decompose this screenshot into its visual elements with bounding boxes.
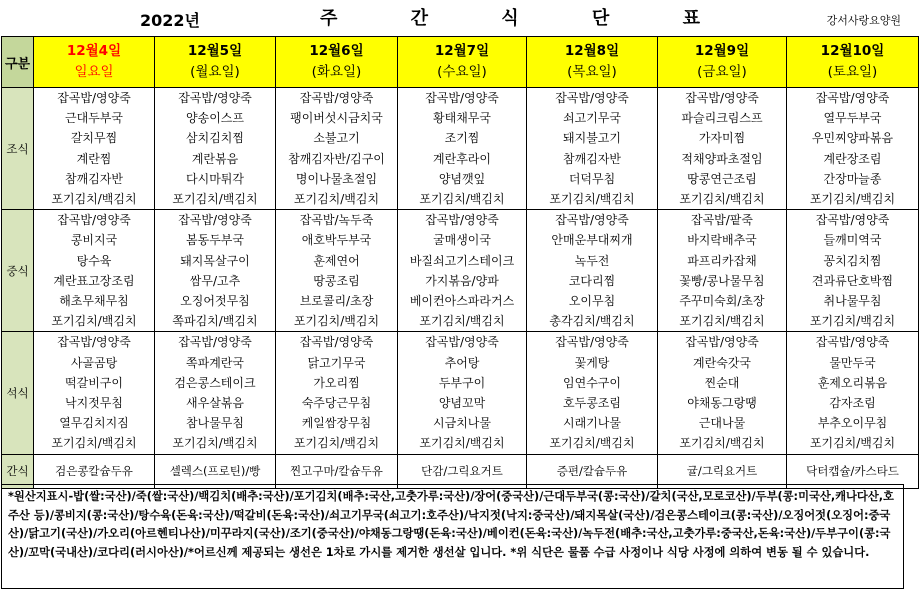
menu-item: 봄동두부국 <box>186 233 244 248</box>
menu-item: 애호박두부국 <box>301 233 372 248</box>
lunch-row <box>2 210 919 332</box>
menu-cell <box>398 88 527 210</box>
menu-item: 브로콜리/초장 <box>299 294 374 309</box>
menu-item: 열무두부국 <box>823 111 882 126</box>
menu-item: 파프리카잡채 <box>687 253 757 268</box>
menu-cell <box>658 210 787 332</box>
menu-item: 견과류단호박찜 <box>811 273 894 288</box>
menu-cell <box>787 210 919 332</box>
origin-notice: *원산지표시-밥(쌀:국산)/죽(쌀:국산)/백김치(배추:국산)/포기김치(배추:국산,고춧가루:국산)/장어(중국산)/근대두부국(콩:국산)/갈치(국산,모로코산)/두부(콩:미국산,캐나다산,호주산 등)/콩비지(콩:국산)/탕수육(돈육:국산)/떡갈비(돈육:국산)/쇠고기무국(쇠고기:호주산)/낙지젓(낙지:중국산)/돼지목살(국산)/검은콩스테이크(콩:국산)/오징어젓(오징어:중국산)/닭고기(국산)/가오리(아르헨티나산)/미꾸라지(국산)/조기(중국산)/야채동그랑땡(돈육:국산)/베이컨(돈육:국산)/녹두전(배추:국산,고춧가루:중국산,돈육:국산)/두부구이(콩:국산)/꼬막(국내산)/코다리(러시아산)/*어르신께 제공되는 생선은 1차로 가시를 제거한 생선살 입니다. *위 식단은 물품 수급 사정이나 식당 사정에 의하여 변동 될 수 있습니다. <box>1 484 904 589</box>
title-char: 단 <box>591 8 610 29</box>
menu-item: 포기김치/백김치 <box>293 314 380 329</box>
dinner-row <box>2 332 919 454</box>
menu-item: 잡곡밥/영양죽 <box>178 91 252 105</box>
menu-item: 두부구이 <box>438 375 486 390</box>
menu-item: 잡곡밥/영양죽 <box>425 335 499 350</box>
date-label: 12월10일 <box>820 43 885 59</box>
menu-item: 잡곡밥/영양죽 <box>555 213 629 228</box>
menu-item: 양념꼬막 <box>438 396 486 411</box>
menu-item: 오이무침 <box>568 294 616 309</box>
menu-item: 양송이스프 <box>186 111 244 126</box>
menu-cell <box>276 210 398 332</box>
menu-item: 계란장조림 <box>823 151 882 166</box>
menu-item: 근대나물 <box>698 416 746 431</box>
menu-item: 잡곡밥/녹두죽 <box>299 213 374 228</box>
menu-item: 잡곡밥/팥죽 <box>690 213 753 228</box>
menu-item: 콩비지국 <box>70 233 118 248</box>
title-char: 주 <box>320 8 338 29</box>
menu-cell <box>527 210 658 332</box>
menu-item: 포기김치/백김치 <box>419 192 505 207</box>
menu-item: 계란숙갓국 <box>693 355 751 370</box>
menu-item: 시래기나물 <box>563 416 621 431</box>
menu-item: 잡곡밥/영양죽 <box>685 335 759 350</box>
menu-item: 찐순대 <box>704 375 740 390</box>
weekday-label: (금요일) <box>697 64 747 80</box>
menu-item: 조기찜 <box>444 131 480 146</box>
menu-item: 부추오이무침 <box>817 416 888 431</box>
menu-item: 돼지목살구이 <box>180 253 250 268</box>
menu-item: 잡곡밥/영양죽 <box>57 91 131 105</box>
menu-cell <box>34 210 155 332</box>
weekday-label: (수요일) <box>437 64 487 80</box>
menu-item: 돼지불고기 <box>563 131 621 146</box>
menu-item: 쌈무/고추 <box>189 273 241 288</box>
menu-item: 포기김치/백김치 <box>549 436 635 451</box>
menu-item: 떡갈비구이 <box>65 375 123 390</box>
menu-cell <box>787 88 919 210</box>
meal-label-lunch: 중식 <box>2 210 34 332</box>
menu-item: 더덕무침 <box>568 171 616 186</box>
organization-name: 강서사랑요양원 <box>826 14 901 27</box>
menu-item: 포기김치/백김치 <box>172 436 258 451</box>
menu-cell <box>34 88 155 210</box>
menu-item: 잡곡밥/영양죽 <box>815 335 890 350</box>
menu-item: 감자조림 <box>829 396 876 411</box>
menu-item: 쇠고기무국 <box>563 111 621 126</box>
menu-item: 주꾸미숙회/초장 <box>679 294 765 309</box>
menu-item: 포기김치/백김치 <box>293 192 380 207</box>
snack-cell: 닥터캡슐/카스타드 <box>787 454 919 488</box>
menu-item: 잡곡밥/영양죽 <box>178 335 252 350</box>
menu-cell <box>658 88 787 210</box>
menu-item: 가오리찜 <box>313 375 360 390</box>
meal-label-breakfast: 조식 <box>2 88 34 210</box>
menu-item: 임연수구이 <box>563 375 621 390</box>
menu-item: 녹두전 <box>574 253 610 268</box>
menu-item: 포기김치/백김치 <box>809 314 896 329</box>
snack-cell: 찐고구마/칼슘두유 <box>276 454 398 488</box>
menu-item: 포기김치/백김치 <box>51 436 137 451</box>
menu-item: 포기김치/백김치 <box>679 314 765 329</box>
weekday-label: 일요일 <box>74 64 114 80</box>
menu-item: 바지락배추국 <box>687 233 757 248</box>
snack-cell: 단감/그릭요거트 <box>398 454 527 488</box>
menu-item: 꽃빵/콩나물무침 <box>679 273 765 288</box>
menu-item: 우민찌양파볶음 <box>811 131 894 146</box>
weekday-label: (월요일) <box>190 64 240 80</box>
title-char: 식 <box>501 8 519 29</box>
menu-item: 꽃게탕 <box>574 355 610 370</box>
menu-item: 포기김치/백김치 <box>419 436 505 451</box>
menu-cell <box>658 332 787 454</box>
menu-item: 숙주당근무침 <box>301 396 372 411</box>
day-header <box>276 37 398 88</box>
menu-item: 훈제연어 <box>313 253 360 268</box>
menu-item: 갈치무찜 <box>70 131 118 146</box>
menu-item: 야채동그랑땡 <box>687 396 757 411</box>
menu-item: 오징어젓무침 <box>180 294 250 309</box>
day-header <box>658 37 787 88</box>
menu-cell <box>527 88 658 210</box>
menu-item: 다시마튀각 <box>186 171 244 186</box>
menu-item: 낙지젓무침 <box>65 396 123 411</box>
menu-cell <box>276 88 398 210</box>
menu-item: 추어탕 <box>444 355 480 370</box>
menu-item: 바질쇠고기스테이크 <box>409 253 515 268</box>
title-char: 표 <box>682 8 700 29</box>
menu-item: 베이컨아스파라거스 <box>409 294 515 309</box>
menu-item: 쪽파김치/백김치 <box>172 314 258 329</box>
menu-item: 포기김치/백김치 <box>51 192 137 207</box>
menu-item: 해초무채무침 <box>59 294 129 309</box>
menu-item: 가자미찜 <box>698 131 746 146</box>
date-label: 12월6일 <box>309 43 364 59</box>
menu-item: 물만두국 <box>829 355 876 370</box>
day-header <box>527 37 658 88</box>
menu-item: 잡곡밥/영양죽 <box>57 335 131 350</box>
menu-cell <box>787 332 919 454</box>
menu-item: 계란후라이 <box>433 151 491 166</box>
day-header <box>787 37 919 88</box>
menu-item: 탕수육 <box>76 253 112 268</box>
menu-item: 소불고기 <box>313 131 360 146</box>
menu-item: 잡곡밥/영양죽 <box>685 91 759 105</box>
menu-item: 참깨김자반/김구이 <box>288 151 385 166</box>
day-header <box>398 37 527 88</box>
menu-item: 들깨미역국 <box>823 233 882 248</box>
menu-item: 취나물무침 <box>823 294 882 309</box>
menu-item: 명이나물초절임 <box>295 171 378 186</box>
date-label: 12월5일 <box>187 43 243 59</box>
menu-item: 닭고기무국 <box>307 355 366 370</box>
menu-item: 땅콩연근조림 <box>687 171 757 186</box>
menu-item: 안매운부대찌개 <box>551 233 633 248</box>
menu-item: 검은콩스테이크 <box>174 375 256 390</box>
menu-item: 열무김치지짐 <box>59 416 129 431</box>
meal-label-snack: 간식 <box>2 454 34 488</box>
gubun-header: 구분 <box>2 37 34 88</box>
menu-item: 계란표고장조림 <box>53 273 135 288</box>
menu-item: 포기김치/백김치 <box>172 192 258 207</box>
menu-item: 포기김치/백김치 <box>679 192 765 207</box>
menu-item: 간장마늘종 <box>823 171 882 186</box>
weekday-label: (목요일) <box>567 64 617 80</box>
menu-item: 계란볶음 <box>191 151 239 166</box>
menu-item: 시금치나물 <box>433 416 491 431</box>
menu-item: 포기김치/백김치 <box>549 192 635 207</box>
weekday-label: (화요일) <box>311 64 362 80</box>
menu-item: 잡곡밥/영양죽 <box>815 213 890 228</box>
menu-item: 총각김치/백김치 <box>549 314 635 329</box>
date-label: 12월9일 <box>694 43 750 59</box>
menu-item: 포기김치/백김치 <box>809 192 896 207</box>
menu-item: 꽁치김치찜 <box>823 253 882 268</box>
menu-item: 사골곰탕 <box>70 355 118 370</box>
menu-item: 참깨김자반 <box>65 171 123 186</box>
menu-cell <box>155 210 276 332</box>
weekly-menu-table <box>1 36 919 489</box>
menu-item: 새우살볶음 <box>186 396 244 411</box>
menu-item: 팽이버섯시금치국 <box>290 111 383 126</box>
menu-cell <box>398 332 527 454</box>
menu-cell <box>527 332 658 454</box>
header-row <box>2 37 919 88</box>
menu-item: 포기김치/백김치 <box>809 436 896 451</box>
menu-item: 잡곡밥/영양죽 <box>815 91 890 105</box>
meal-label-dinner: 석식 <box>2 332 34 454</box>
menu-item: 잡곡밥/영양죽 <box>299 335 374 350</box>
menu-item: 잡곡밥/영양죽 <box>57 213 131 228</box>
menu-item: 근대두부국 <box>65 111 123 126</box>
menu-item: 잡곡밥/영양죽 <box>555 335 629 350</box>
menu-item: 적채양파초절임 <box>681 151 763 166</box>
snack-cell: 증편/칼슘두유 <box>527 454 658 488</box>
menu-cell <box>155 332 276 454</box>
menu-item: 잡곡밥/영양죽 <box>555 91 629 105</box>
menu-item: 케일쌈장무침 <box>301 416 372 431</box>
title-row <box>0 0 919 36</box>
menu-item: 쪽파계란국 <box>186 355 244 370</box>
menu-item: 계란찜 <box>76 151 112 166</box>
menu-cell <box>155 88 276 210</box>
menu-item: 파슬리크림스프 <box>681 111 763 126</box>
menu-item: 코다리찜 <box>568 273 616 288</box>
day-header <box>34 37 155 88</box>
date-label: 12월8일 <box>564 43 620 59</box>
snack-cell: 귤/그릭요거트 <box>658 454 787 488</box>
day-header <box>155 37 276 88</box>
snack-cell: 셀렉스(프로틴)/빵 <box>155 454 276 488</box>
menu-cell <box>276 332 398 454</box>
menu-item: 참깨김자반 <box>563 151 621 166</box>
menu-item: 굴매생이국 <box>433 233 491 248</box>
menu-cell <box>398 210 527 332</box>
snack-cell: 검은콩칼슘두유 <box>34 454 155 488</box>
menu-item: 호두콩조림 <box>563 396 621 411</box>
menu-item: 참나물무침 <box>186 416 244 431</box>
page-title <box>320 4 700 30</box>
weekday-label: (토요일) <box>827 64 878 80</box>
menu-item: 삼치김치찜 <box>186 131 244 146</box>
menu-item: 잡곡밥/영양죽 <box>425 91 499 105</box>
menu-item: 가지볶음/양파 <box>425 273 499 288</box>
year-label: 2022년 <box>140 11 200 30</box>
date-label: 12월4일 <box>66 43 122 59</box>
menu-item: 잡곡밥/영양죽 <box>299 91 374 105</box>
menu-item: 훈제오리볶음 <box>817 375 888 390</box>
menu-item: 포기김치/백김치 <box>679 436 765 451</box>
menu-item: 포기김치/백김치 <box>419 314 505 329</box>
menu-item: 황태채무국 <box>433 111 491 126</box>
breakfast-row <box>2 88 919 210</box>
title-char: 간 <box>410 8 429 29</box>
menu-item: 포기김치/백김치 <box>51 314 137 329</box>
menu-item: 포기김치/백김치 <box>293 436 380 451</box>
date-label: 12월7일 <box>434 43 490 59</box>
menu-item: 잡곡밥/영양죽 <box>178 213 252 228</box>
menu-cell <box>34 332 155 454</box>
menu-item: 땅콩조림 <box>313 273 360 288</box>
menu-item: 잡곡밥/영양죽 <box>425 213 499 228</box>
menu-item: 양념깻잎 <box>438 171 486 186</box>
